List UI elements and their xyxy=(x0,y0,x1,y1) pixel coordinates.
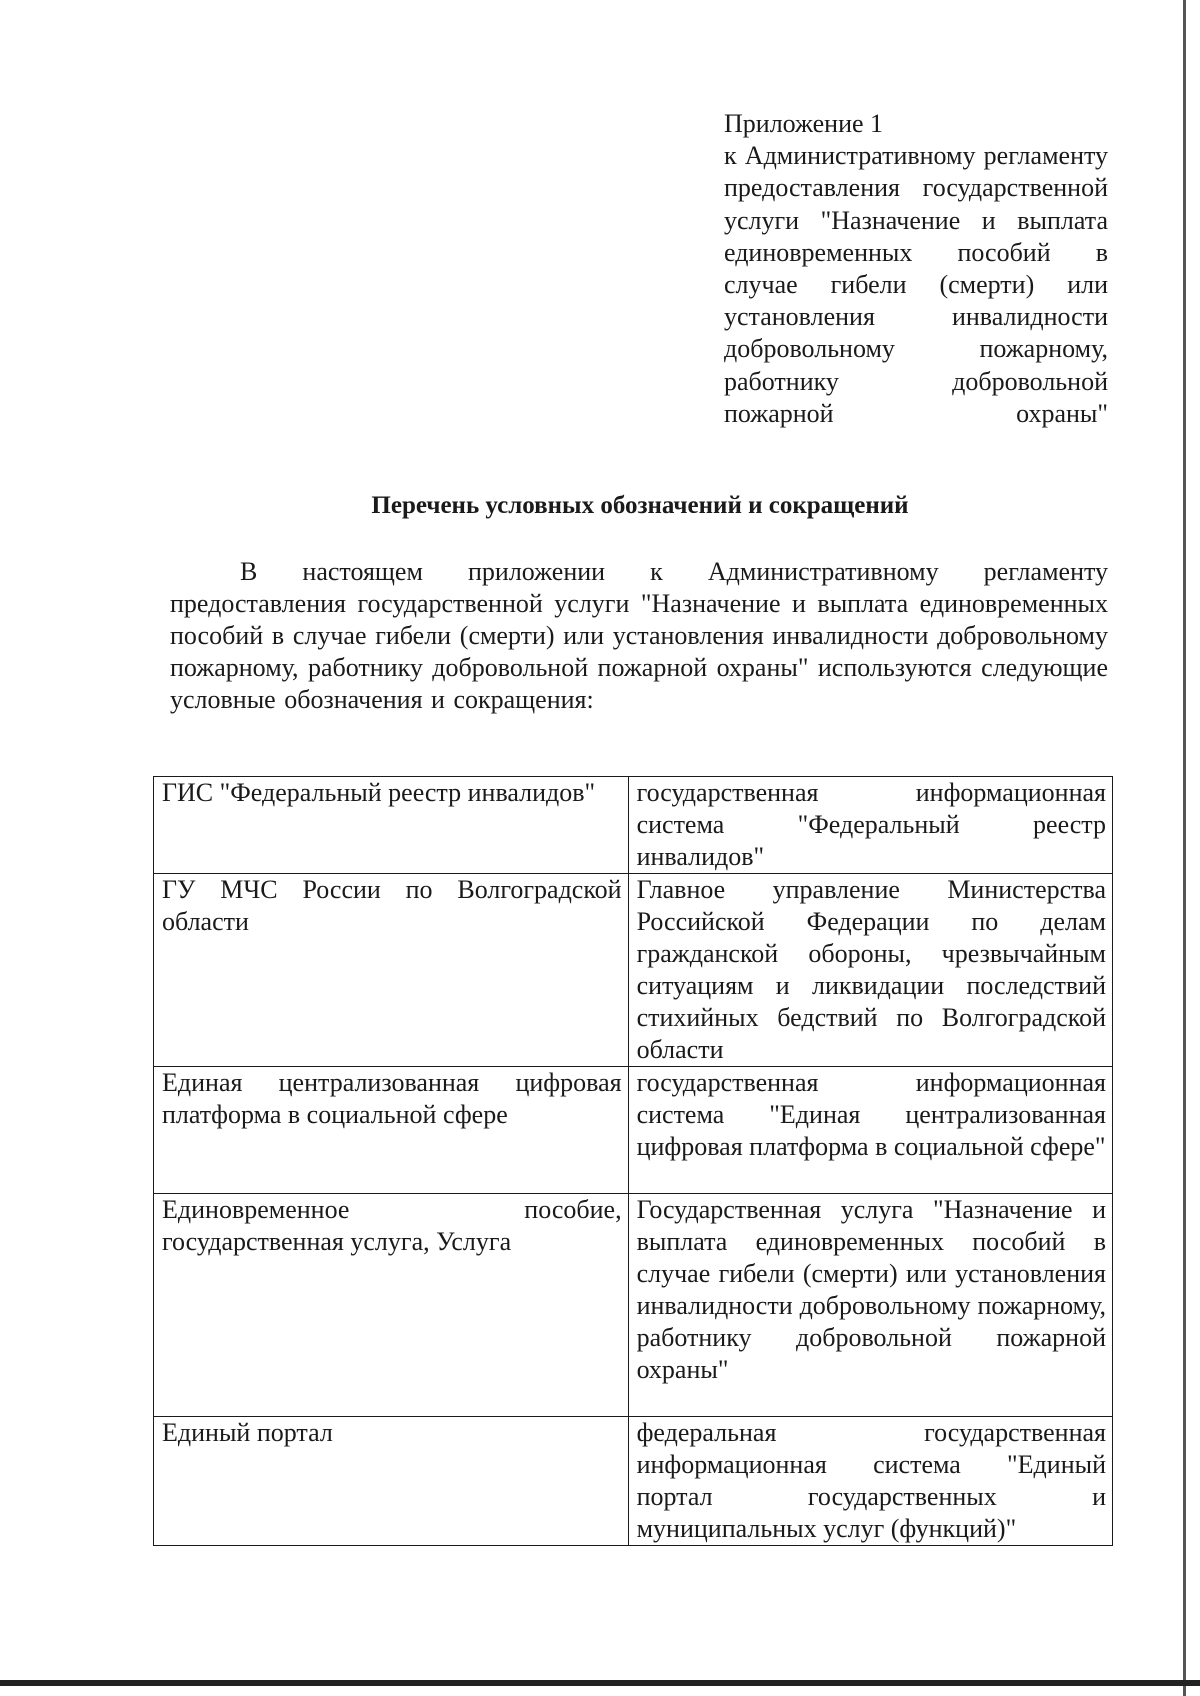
table-row xyxy=(154,1417,1113,1546)
scan-bottom-border xyxy=(0,1680,1200,1686)
abbreviations-table xyxy=(153,776,1113,1546)
definition-cell: федеральная государственная информационная система "Единый портал государственных и муниципальных услуг (функций)" xyxy=(628,1417,1112,1546)
table-row xyxy=(154,1067,1113,1194)
appendix-text: к Административному регламенту предоставления государственной услуги "Назначение и выплата единовременных пособий в случае гибели (смерти) или установления инвалидности добровольному пожарному, работнику добровольной пожарной охраны" xyxy=(724,141,1108,428)
appendix-number: Приложение 1 xyxy=(724,109,884,138)
term-cell: Единый портал xyxy=(154,1417,629,1546)
term-cell: Единая централизованная цифровая платформа в социальной сфере xyxy=(154,1067,629,1194)
definition-cell: государственная информационная система "Федеральный реестр инвалидов" xyxy=(628,777,1112,874)
appendix-header xyxy=(724,108,1108,430)
definition-cell: Государственная услуга "Назначение и выплата единовременных пособий в случае гибели (смерти) или установления инвалидности добровольному пожарному, работнику добровольной пожарной охраны" xyxy=(628,1194,1112,1417)
definition-cell: Главное управление Министерства Российской Федерации по делам гражданской обороны, чрезвычайным ситуациям и ликвидации последствий стихийных бедствий по Волгоградской области xyxy=(628,874,1112,1067)
table-row xyxy=(154,874,1113,1067)
document-title: Перечень условных обозначений и сокращений xyxy=(371,492,909,519)
definition-cell: государственная информационная система "Единая централизованная цифровая платформа в социальной сфере" xyxy=(628,1067,1112,1194)
term-cell: ГИС "Федеральный реестр инвалидов" xyxy=(154,777,629,874)
term-cell: ГУ МЧС России по Волгоградской области xyxy=(154,874,629,1067)
table-row xyxy=(154,777,1113,874)
term-cell: Единовременное пособие, государственная услуга, Услуга xyxy=(154,1194,629,1417)
intro-paragraph: В настоящем приложении к Административному регламенту предоставления государственной услуги "Назначение и выплата единовременных пособий в случае гибели (смерти) или установления инвалидности добровольному пожарному, работнику добровольной пожарной охраны" используются следующие условные обозначения и сокращения: xyxy=(170,557,1108,714)
table-row xyxy=(154,1194,1113,1417)
scan-edge-line xyxy=(1183,0,1186,1696)
